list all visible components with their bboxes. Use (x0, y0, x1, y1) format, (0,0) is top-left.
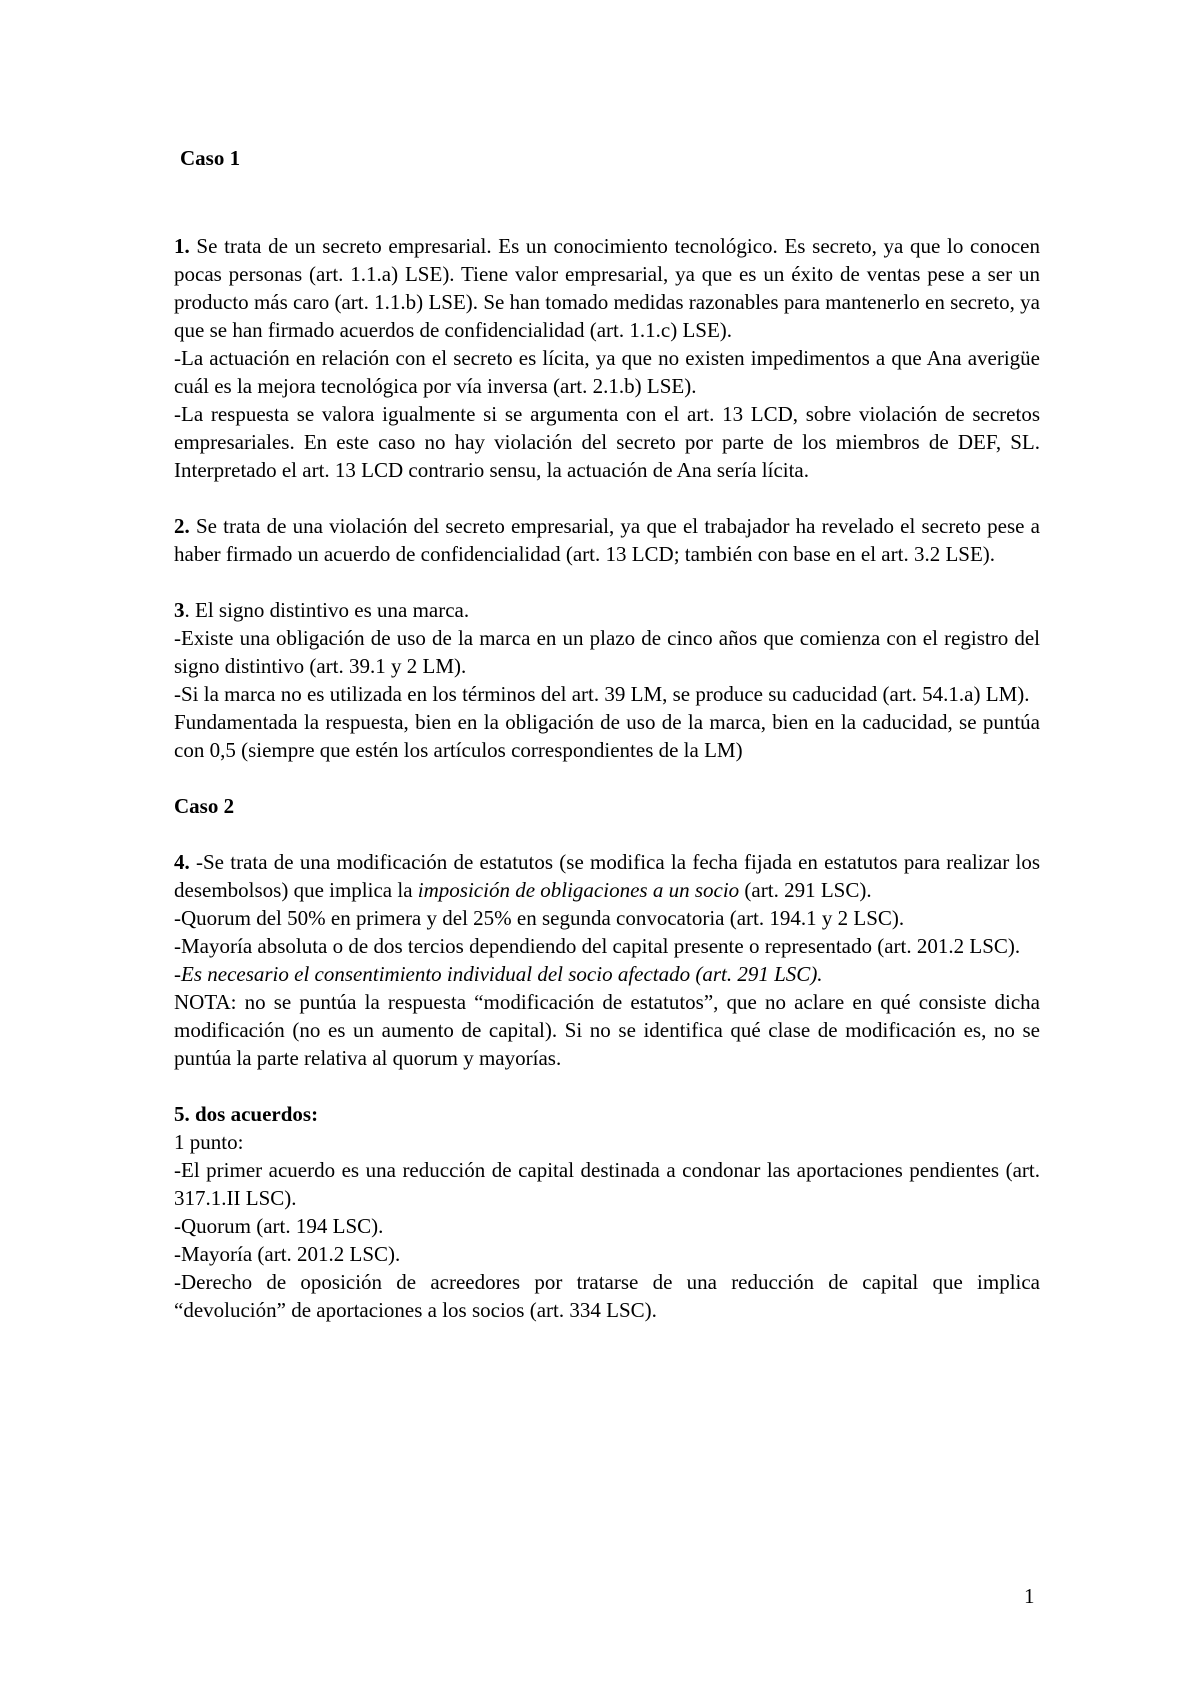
question-5-paragraph-5: -Derecho de oposición de acreedores por tratarse de una reducción de capital que implica “devolución” de aportaciones a los socios (art. 334 LSC). (174, 1270, 1040, 1322)
question-4-paragraph-3: -Mayoría absoluta o de dos tercios dependiendo del capital presente o representado (art. 201.2 LSC). (174, 934, 1021, 958)
caso-2-heading: Caso 2 (174, 794, 235, 818)
question-1-paragraph (174, 232, 1040, 344)
question-5-paragraph-3: -Quorum (art. 194 LSC). (174, 1214, 384, 1238)
question-1-paragraph-2: -La actuación en relación con el secreto es lícita, ya que no existen impedimentos a que Ana averigüe cuál es la mejora tecnológica por vía inversa (art. 2.1.b) LSE). (174, 346, 1040, 398)
question-5-heading: 5. dos acuerdos: (174, 1102, 319, 1126)
question-5-paragraph-2: -El primer acuerdo es una reducción de capital destinada a condonar las aportaciones pendientes (art. 317.1.II LSC). (174, 1158, 1040, 1210)
question-2 (174, 512, 1040, 568)
question-4 (174, 848, 1040, 1072)
question-3-paragraph-2: -Existe una obligación de uso de la marca en un plazo de cinco años que comienza con el registro del signo distintivo (art. 39.1 y 2 LM). (174, 626, 1040, 678)
question-1 (174, 232, 1040, 484)
question-1-paragraph-3: -La respuesta se valora igualmente si se argumenta con el art. 13 LCD, sobre violación de secretos empresariales. En este caso no hay violación del secreto por parte de los miembros de DEF, SL. Interpretado el art. 13 LCD contrario sensu, la actuación de Ana sería lícita. (174, 402, 1040, 482)
question-1-number: 1. (174, 234, 190, 258)
caso-1-heading: Caso 1 (180, 146, 241, 170)
question-3-paragraph (174, 596, 1040, 624)
question-4-text-b: (art. 291 LSC). (739, 878, 872, 902)
question-3-paragraph-3: -Si la marca no es utilizada en los términos del art. 39 LM, se produce su caducidad (art. 54.1.a) LM). (174, 682, 1030, 706)
question-4-paragraph-4 (174, 960, 1040, 988)
question-3-paragraph-4: Fundamentada la respuesta, bien en la obligación de uso de la marca, bien en la caducidad, se puntúa con 0,5 (siempre que estén los artículos correspondientes de la LM) (174, 710, 1040, 762)
question-2-text: Se trata de una violación del secreto empresarial, ya que el trabajador ha revelado el secreto pese a haber firmado un acuerdo de confidencialidad (art. 13 LCD; también con base en el art. 3.2 LSE). (174, 514, 1040, 566)
question-4-text-a: -Se trata de una modificación de estatutos (se modifica la fecha fijada en estatutos para realizar los desembolsos) que implica la (174, 850, 1040, 902)
question-4-paragraph (174, 848, 1040, 904)
question-1-text: Se trata de un secreto empresarial. Es un conocimiento tecnológico. Es secreto, ya que lo conocen pocas personas (art. 1.1.a) LSE). Tiene valor empresarial, ya que es un éxito de ventas pese a ser un producto más caro (art. 1.1.b) LSE). Se han tomado medidas razonables para mantenerlo en secreto, ya que se han firmado acuerdos de confidencialidad (art. 1.1.c) LSE). (174, 234, 1040, 342)
document-body (174, 144, 1040, 1324)
question-4-number: 4. (174, 850, 190, 874)
question-2-number: 2. (174, 514, 190, 538)
question-5 (174, 1100, 1040, 1324)
question-3-number: 3 (174, 598, 185, 622)
page-number: 1 (1024, 1584, 1035, 1608)
question-3-text: . El signo distintivo es una marca. (184, 598, 470, 622)
question-5-paragraph-4: -Mayoría (art. 201.2 LSC). (174, 1242, 401, 1266)
question-3 (174, 596, 1040, 764)
question-4-paragraph-2: -Quorum del 50% en primera y del 25% en segunda convocatoria (art. 194.1 y 2 LSC). (174, 906, 905, 930)
question-4-italic-note: -Es necesario el consentimiento individual del socio afectado (art. 291 LSC). (174, 962, 823, 986)
question-4-paragraph-5: NOTA: no se puntúa la respuesta “modificación de estatutos”, que no aclare en qué consiste dicha modificación (no es un aumento de capital). Si no se identifica qué clase de modificación es, no se puntúa la parte relativa al quorum y mayorías. (174, 990, 1040, 1070)
question-5-paragraph-1: 1 punto: (174, 1130, 244, 1154)
question-2-paragraph (174, 512, 1040, 568)
question-4-text-italic: imposición de obligaciones a un socio (417, 878, 740, 902)
